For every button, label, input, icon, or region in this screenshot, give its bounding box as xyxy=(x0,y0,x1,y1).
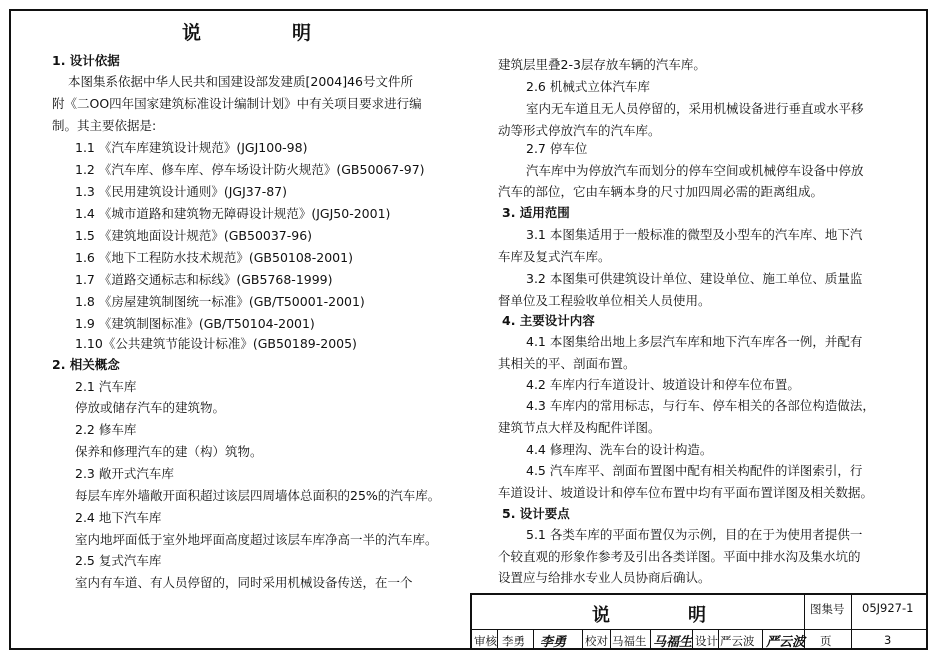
text-line: 3.1 本图集适用于一般标准的微型及小型车的汽车库、地下汽 xyxy=(526,227,863,242)
section-heading: 1. 设计依据 xyxy=(52,53,120,68)
text-line: 1.6 《地下工程防水技术规范》(GB50108-2001) xyxy=(75,250,353,265)
text-line: 汽车的部位，它由车辆本身的尺寸加四周必需的距离组成。 xyxy=(498,184,824,199)
text-line: 2.5 复式汽车库 xyxy=(75,553,162,568)
title-block-top-row xyxy=(470,593,928,629)
title-block xyxy=(470,593,928,650)
text-line: 1.9 《建筑制图标准》(GB/T50104-2001) xyxy=(75,316,315,331)
text-line: 2.3 敞开式汽车库 xyxy=(75,466,174,481)
text-line: 室内有车道、有人员停留的，同时采用机械设备传送，在一个 xyxy=(75,575,413,590)
text-line: 1.4 《城市道路和建筑物无障碍设计规范》(JGJ50-2001) xyxy=(75,206,391,221)
text-line: 1.5 《建筑地面设计规范》(GB50037-96) xyxy=(75,228,313,243)
text-line: 1.2 《汽车库、修车库、停车场设计防火规范》(GB50067-97) xyxy=(75,162,425,177)
atlas-label: 图集号 xyxy=(810,602,845,616)
reviewer-name: 李勇 xyxy=(502,634,525,648)
designer-name: 严云波 xyxy=(720,634,755,648)
review-label: 审核 xyxy=(474,634,497,648)
text-line: 2.4 地下汽车库 xyxy=(75,510,162,525)
text-line: 个较直观的形象作参考及引出各类详图。平面中排水沟及集水坑的 xyxy=(498,549,861,564)
text-line: 建筑节点大样及构配件详图。 xyxy=(498,420,661,435)
design-label: 设计 xyxy=(695,634,718,648)
text-line: 其相关的平、剖面布置。 xyxy=(498,356,636,371)
page-number: 3 xyxy=(884,633,892,647)
text-line: 2.1 汽车库 xyxy=(75,379,137,394)
text-line: 制。其主要依据是: xyxy=(52,118,157,133)
atlas-number: 05J927-1 xyxy=(862,601,914,615)
page-title: 说 明 xyxy=(182,22,348,44)
reviewer-signature: 李勇 xyxy=(540,635,567,650)
text-line: 4.1 本图集给出地上多层汽车库和地下汽车库各一例，并配有 xyxy=(526,334,863,349)
text-line: 停放或储存汽车的建筑物。 xyxy=(75,400,226,415)
text-line: 设置应与给排水专业人员协商后确认。 xyxy=(498,570,711,585)
text-line: 1.8 《房屋建筑制图统一标准》(GB/T50001-2001) xyxy=(75,294,365,309)
check-label: 校对 xyxy=(585,634,608,648)
text-line: 4.3 车库内的常用标志，与行车、停车相关的各部位构造做法， xyxy=(526,398,875,413)
checker-signature: 马福生 xyxy=(653,635,693,650)
text-line: 每层车库外墙敞开面积超过该层四周墙体总面积的25%的汽车库。 xyxy=(75,488,441,503)
text-line: 2.7 停车位 xyxy=(526,141,588,156)
section-heading: 3. 适用范围 xyxy=(502,205,570,220)
designer-signature: 严云波 xyxy=(766,635,806,650)
text-line: 4.2 车库内行车道设计、坡道设计和停车位布置。 xyxy=(526,377,800,392)
text-line: 1.7 《道路交通标志和标线》(GB5768-1999) xyxy=(75,272,333,287)
text-line: 5.1 各类车库的平面布置仅为示例，目的在于为使用者提供一 xyxy=(526,527,863,542)
text-line: 2.6 机械式立体汽车库 xyxy=(526,79,650,94)
section-heading: 5. 设计要点 xyxy=(502,506,570,521)
text-line: 建筑层里叠2-3层存放车辆的汽车库。 xyxy=(498,57,706,72)
title-block-divider xyxy=(851,593,852,650)
text-line: 保养和修理汽车的建（构）筑物。 xyxy=(75,444,263,459)
text-line: 动等形式停放汽车的汽车库。 xyxy=(498,123,661,138)
text-line: 本图集系依据中华人民共和国建设部发建质[2004]46号文件所 xyxy=(68,74,413,89)
section-heading: 4. 主要设计内容 xyxy=(502,313,595,328)
text-line: 1.10《公共建筑节能设计标准》(GB50189-2005) xyxy=(75,336,357,351)
page-label: 页 xyxy=(820,634,832,648)
section-heading: 2. 相关概念 xyxy=(52,357,120,372)
text-line: 1.1 《汽车库建筑设计规范》(JGJ100-98) xyxy=(75,140,308,155)
text-line: 3.2 本图集可供建筑设计单位、建设单位、施工单位、质量监 xyxy=(526,271,863,286)
text-line: 督单位及工程验收单位相关人员使用。 xyxy=(498,293,711,308)
text-line: 1.3 《民用建筑设计通则》(JGJ37-87) xyxy=(75,184,287,199)
checker-name: 马福生 xyxy=(612,634,647,648)
text-line: 附《二OO四年国家建筑标准设计编制计划》中有关项目要求进行编 xyxy=(52,96,422,111)
text-line: 车道设计、坡道设计和停车位布置中均有平面布置详图及相关数据。 xyxy=(498,485,874,500)
text-line: 车库及复式汽车库。 xyxy=(498,249,611,264)
text-line: 2.2 修车库 xyxy=(75,422,137,437)
text-line: 汽车库中为停放汽车而划分的停车空间或机械停车设备中停放 xyxy=(526,163,864,178)
text-line: 室内地坪面低于室外地坪面高度超过该层车库净高一半的汽车库。 xyxy=(75,532,438,547)
text-line: 室内无车道且无人员停留的，采用机械设备进行垂直或水平移 xyxy=(526,101,864,116)
text-line: 4.4 修理沟、洗车台的设计构造。 xyxy=(526,442,713,457)
title-block-title: 说 明 xyxy=(592,605,736,626)
text-line: 4.5 汽车库平、剖面布置图中配有相关构配件的详图索引，行 xyxy=(526,463,863,478)
